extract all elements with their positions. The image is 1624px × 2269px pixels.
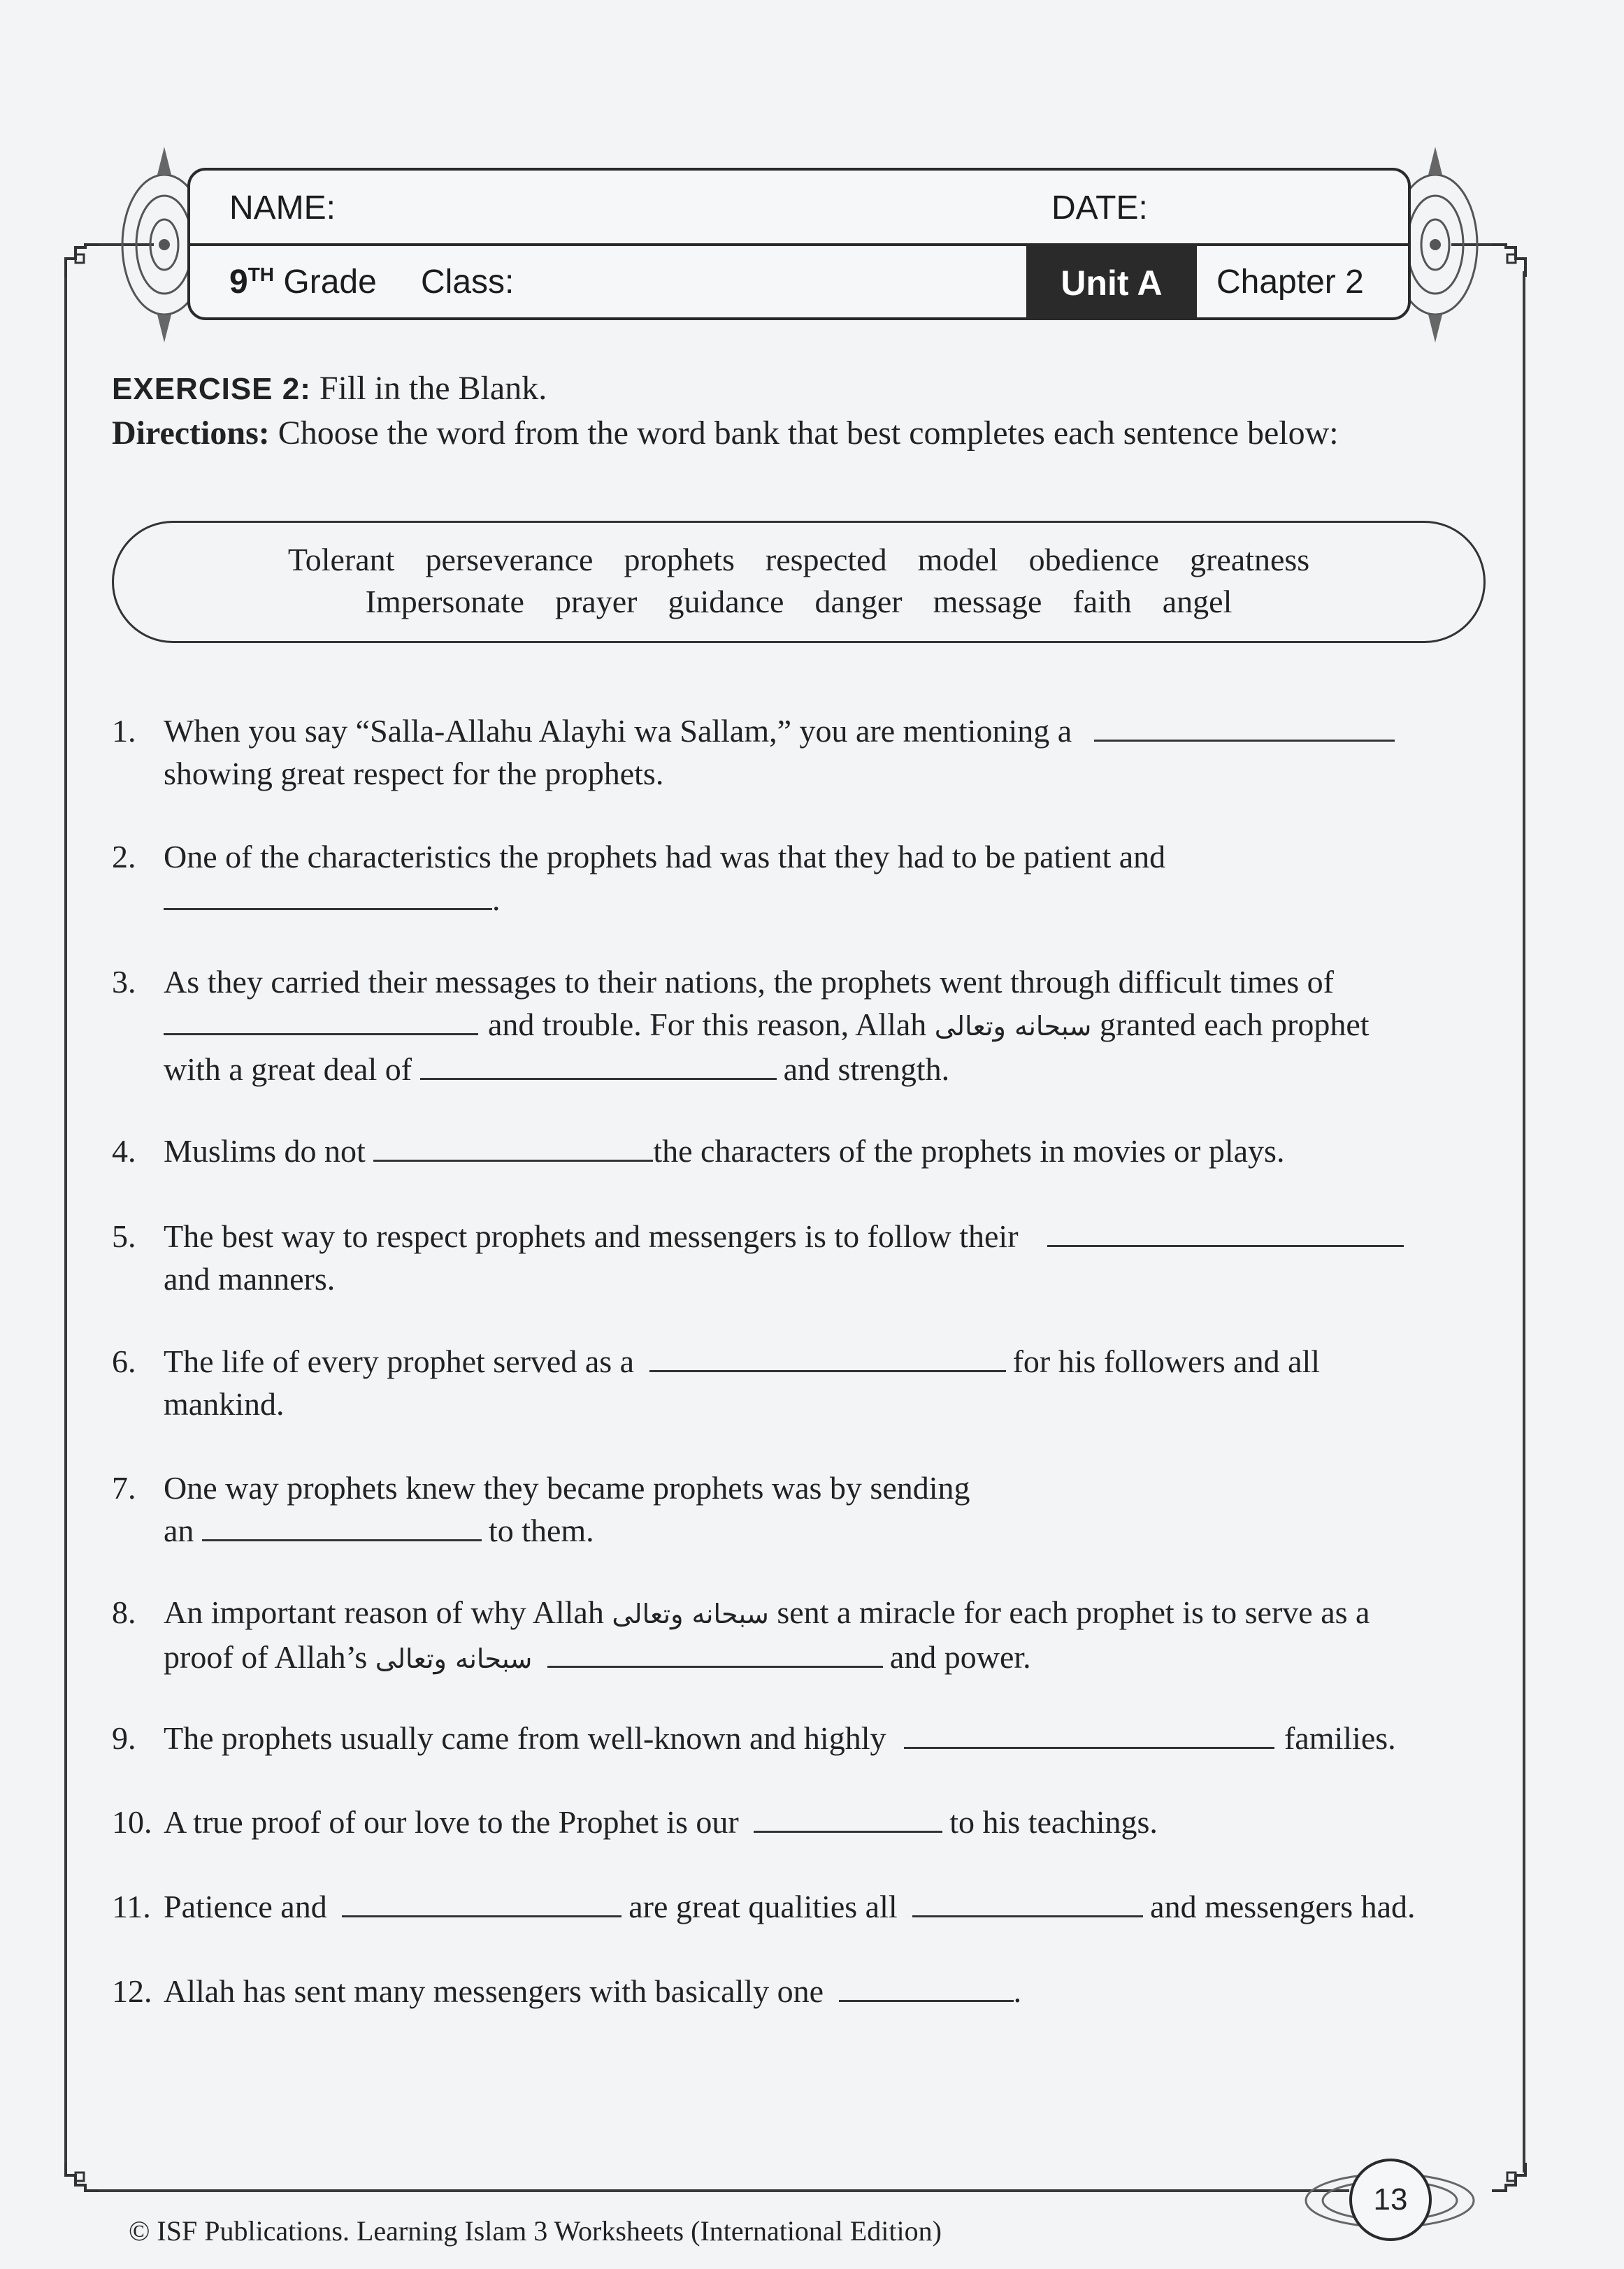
corner-bracket-top-left-icon (62, 238, 103, 280)
question-text: showing great respect for the prophets. (164, 756, 664, 791)
question-11 (112, 1885, 1416, 1928)
question-10 (112, 1801, 1158, 1843)
question-1 (112, 709, 1395, 795)
date-field[interactable] (1169, 185, 1393, 233)
question-4 (112, 1130, 1284, 1172)
question-number: 1. (112, 713, 136, 749)
arabic-honorific: سبحانه وتعالى (934, 1011, 1092, 1042)
question-text: families. (1284, 1720, 1396, 1756)
word-bank-item: perseverance (425, 542, 594, 577)
word-bank-item: model (917, 542, 998, 577)
directions (112, 414, 1339, 452)
word-bank-item: greatness (1190, 542, 1310, 577)
question-text: One way prophets knew they became prophets was by sending (164, 1470, 970, 1506)
question-3 (112, 960, 1370, 1090)
corner-bracket-bottom-right-icon (1488, 2160, 1530, 2195)
answer-blank[interactable] (373, 1132, 653, 1162)
grade-label (229, 263, 377, 301)
question-text: Allah has sent many messengers with basically one (164, 1973, 824, 2009)
worksheet-header (187, 168, 1411, 320)
frame-right (1523, 271, 1525, 2173)
exercise-number: EXERCISE 2: (112, 372, 311, 406)
directions-text: Choose the word from the word bank that best completes each sentence below: (278, 415, 1339, 452)
answer-blank[interactable] (420, 1050, 777, 1080)
question-2 (112, 835, 1165, 921)
date-label: DATE: (1051, 189, 1148, 226)
exercise-subtitle: Fill in the Blank. (319, 370, 547, 407)
question-6 (112, 1340, 1320, 1425)
corner-bracket-bottom-left-icon (62, 2160, 103, 2195)
question-text: . (1013, 1973, 1022, 2009)
question-text: and power. (889, 1639, 1031, 1675)
grade-number: 9 (229, 264, 248, 301)
question-5 (112, 1215, 1404, 1300)
answer-blank[interactable] (649, 1342, 1006, 1372)
question-text: for his followers and all (1012, 1344, 1321, 1379)
word-bank-item: prayer (554, 584, 638, 619)
grade-word: Grade (283, 264, 377, 301)
footer-copyright: © ISF Publications. Learning Islam 3 Worksheets (International Edition) (129, 2215, 942, 2247)
chapter-label: Chapter 2 (1216, 264, 1364, 301)
word-bank-row-2 (114, 583, 1483, 620)
exercise-title (112, 369, 547, 408)
arabic-honorific: سبحانه وتعالى (375, 1643, 533, 1674)
question-text: An important reason of why Allah (164, 1594, 604, 1630)
question-number: 4. (112, 1133, 136, 1169)
question-text: The prophets usually came from well-known and highly (164, 1720, 886, 1756)
question-number: 8. (112, 1594, 136, 1630)
question-text: to them. (488, 1513, 594, 1548)
word-bank-item: angel (1162, 584, 1233, 619)
question-text: the characters of the prophets in movies or plays. (653, 1133, 1285, 1169)
question-text: and messengers had. (1150, 1889, 1416, 1924)
question-text: with a great deal of (164, 1051, 412, 1087)
question-text: The best way to respect prophets and messengers is to follow their (164, 1218, 1019, 1254)
answer-blank[interactable] (839, 1972, 1014, 2002)
question-9 (112, 1717, 1396, 1759)
answer-blank[interactable] (754, 1803, 942, 1833)
word-bank-item: Impersonate (365, 584, 524, 619)
question-text: Patience and (164, 1889, 327, 1924)
question-7 (112, 1467, 970, 1552)
question-text: When you say “Salla-Allahu Alayhi wa Sallam,” you are mentioning a (164, 713, 1072, 749)
answer-blank[interactable] (547, 1638, 883, 1668)
arabic-honorific: سبحانه وتعالى (612, 1599, 769, 1629)
question-text: granted each prophet (1099, 1007, 1370, 1042)
word-bank-item: prophets (624, 542, 735, 577)
unit-badge: Unit A (1026, 246, 1197, 320)
word-bank-item: danger (814, 584, 903, 619)
question-number: 7. (112, 1470, 136, 1506)
question-text: and manners. (164, 1261, 336, 1297)
question-text: to his teachings. (949, 1804, 1158, 1840)
page-number: 13 (1349, 2159, 1432, 2241)
question-text: and strength. (783, 1051, 950, 1087)
question-text: proof of Allah’s (164, 1639, 368, 1675)
question-text: One of the characteristics the prophets had was that they had to be patient and (164, 839, 1166, 874)
answer-blank[interactable] (164, 880, 492, 910)
question-8 (112, 1591, 1370, 1680)
answer-blank[interactable] (1094, 712, 1395, 742)
header-divider (190, 243, 1408, 246)
question-number: 2. (112, 839, 136, 874)
word-bank-row-1 (114, 541, 1483, 578)
question-number: 3. (112, 964, 136, 1000)
question-text: The life of every prophet served as a (164, 1344, 635, 1379)
word-bank-item: faith (1072, 584, 1132, 619)
question-text: mankind. (164, 1386, 285, 1422)
word-bank (112, 521, 1486, 643)
answer-blank[interactable] (164, 1005, 478, 1035)
word-bank-item: respected (765, 542, 887, 577)
question-text: an (164, 1513, 194, 1548)
answer-blank[interactable] (342, 1887, 621, 1917)
answer-blank[interactable] (912, 1887, 1143, 1917)
directions-label: Directions: (112, 415, 270, 452)
question-text: . (492, 881, 501, 917)
question-text: Muslims do not (164, 1133, 366, 1169)
word-bank-item: guidance (668, 584, 784, 619)
question-number: 5. (112, 1218, 136, 1254)
word-bank-item: obedience (1028, 542, 1160, 577)
word-bank-item: Tolerant (287, 542, 395, 577)
question-number: 10. (112, 1804, 152, 1840)
question-text: are great qualities all (628, 1889, 898, 1924)
question-number: 9. (112, 1720, 136, 1756)
question-text: As they carried their messages to their nations, the prophets went through difficult times of (164, 964, 1334, 1000)
question-12 (112, 1970, 1021, 2012)
class-field[interactable] (540, 254, 1015, 310)
question-number: 6. (112, 1344, 136, 1379)
corner-bracket-top-right-icon (1488, 238, 1530, 280)
question-number: 12. (112, 1973, 152, 2009)
question-text: sent a miracle for each prophet is to serve as a (777, 1594, 1370, 1630)
question-number: 11. (112, 1889, 151, 1924)
answer-blank[interactable] (202, 1511, 482, 1541)
question-text: A true proof of our love to the Prophet is our (164, 1804, 739, 1840)
frame-left (64, 271, 67, 2173)
frame-bottom (98, 2189, 1349, 2192)
class-label: Class: (421, 264, 515, 301)
word-bank-item: message (933, 584, 1042, 619)
grade-suffix: TH (247, 264, 275, 285)
answer-blank[interactable] (1047, 1217, 1404, 1247)
question-text: and trouble. For this reason, Allah (488, 1007, 927, 1042)
name-field[interactable] (351, 185, 1155, 233)
name-label: NAME: (229, 189, 336, 226)
answer-blank[interactable] (904, 1719, 1274, 1749)
